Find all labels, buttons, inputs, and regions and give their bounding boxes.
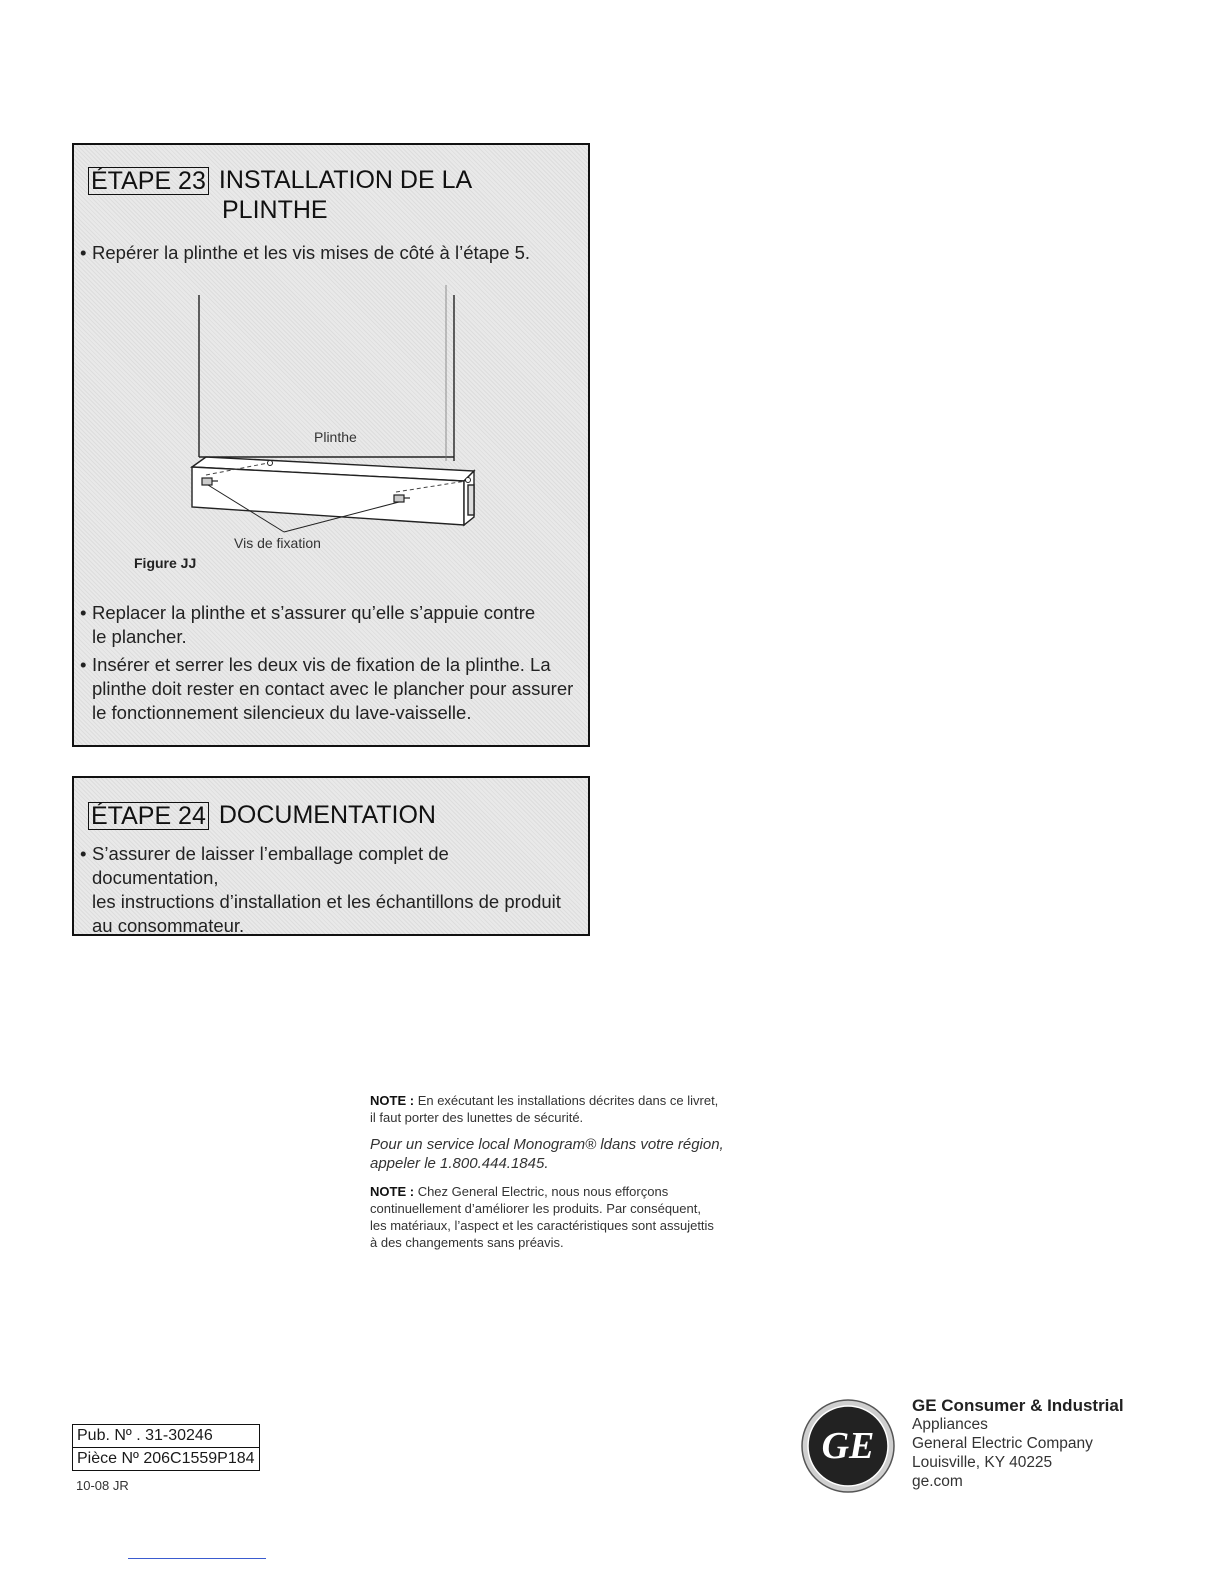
- figure-jj: [184, 285, 484, 555]
- ge-address-block: [912, 1396, 1124, 1491]
- note-improvement-line3: les matériaux, l’aspect et les caractéristiques sont assujettis: [370, 1218, 714, 1233]
- step-23-box: [72, 143, 590, 747]
- screw-hole-right-icon: [466, 478, 471, 483]
- note-improvement: [370, 1183, 810, 1251]
- note-safety: [370, 1092, 800, 1126]
- pub-number: Pub. Nº . 31-30246: [73, 1425, 260, 1448]
- step-23-bullet-3: [60, 653, 580, 725]
- step-23-bullet-2-line2: le plancher.: [92, 626, 187, 647]
- note-improvement-line4: à des changements sans préavis.: [370, 1235, 564, 1250]
- note-safety-label: NOTE :: [370, 1093, 415, 1108]
- step-23-bullet-3-line3: le fonctionnement silencieux du lave-vaisselle.: [92, 702, 472, 723]
- note-safety-line2: il faut porter des lunettes de sécurité.: [370, 1110, 584, 1125]
- step-23-bullet-3-line2: plinthe doit rester en contact avec le plancher pour assurer: [92, 678, 574, 699]
- step-24-bullet-1: [60, 842, 580, 938]
- step-24-box: [72, 776, 590, 936]
- toe-kick-plate: [192, 457, 474, 525]
- step-23-bullet-2-line1: • Replacer la plinthe et s’assurer qu’elle s’appuie contre: [60, 601, 580, 625]
- step-23-bullet-3-line1: • Insérer et serrer les deux vis de fixation de la plinthe. La: [60, 653, 580, 677]
- step-23-title-line1: INSTALLATION DE LA: [218, 166, 473, 194]
- service-line2: appeler le 1.800.444.1845.: [370, 1155, 549, 1172]
- step-24-tag: ÉTAPE 24: [88, 802, 209, 830]
- screw-hole-left-icon: [268, 461, 273, 466]
- publication-table: [72, 1424, 260, 1471]
- svg-text:GE: GE: [821, 1425, 875, 1467]
- step-23-tag: ÉTAPE 23: [88, 167, 209, 195]
- service-info: [370, 1135, 810, 1173]
- pub-date: 10-08 JR: [76, 1478, 129, 1493]
- ge-line1: Appliances: [912, 1416, 988, 1433]
- step-24-bullet-1-line2: les instructions d’installation et les échantillons de produit: [92, 891, 561, 912]
- step-23-bullet-2: [60, 601, 580, 649]
- note-improvement-line1: Chez General Electric, nous nous efforçons: [417, 1184, 669, 1199]
- step-23-bullet-1: • Repérer la plinthe et les vis mises de côté à l’étape 5.: [60, 241, 602, 265]
- step-24-bullet-1-line3: au consommateur.: [92, 915, 245, 936]
- bottom-rule: [128, 1558, 266, 1559]
- note-improvement-line2: continuellement d’améliorer les produits. Par conséquent,: [370, 1201, 701, 1216]
- note-improvement-label: NOTE :: [370, 1184, 415, 1199]
- ge-logo-icon: [800, 1398, 896, 1494]
- step-23-title-line2: PLINTHE: [222, 196, 328, 224]
- step-24-bullet-1-line1: • S’assurer de laisser l’emballage complet de documentation,: [60, 842, 580, 890]
- ge-brand: GE Consumer & Industrial: [912, 1396, 1124, 1415]
- figure-label-plinthe: Plinthe: [314, 429, 357, 445]
- ge-line4: ge.com: [912, 1473, 963, 1490]
- step-24-title: DOCUMENTATION: [218, 801, 436, 829]
- piece-number: Pièce Nº 206C1559P184: [73, 1448, 260, 1471]
- step-24-heading: [88, 802, 436, 830]
- ge-line3: Louisville, KY 40225: [912, 1454, 1053, 1471]
- figure-label-vis: Vis de fixation: [234, 535, 321, 551]
- ge-line2: General Electric Company: [912, 1435, 1093, 1452]
- service-line1: Pour un service local Monogram® ldans votre région,: [370, 1136, 724, 1153]
- figure-caption: Figure JJ: [134, 555, 197, 571]
- step-23-heading: [88, 167, 472, 225]
- note-safety-line1: En exécutant les installations décrites dans ce livret,: [417, 1093, 719, 1108]
